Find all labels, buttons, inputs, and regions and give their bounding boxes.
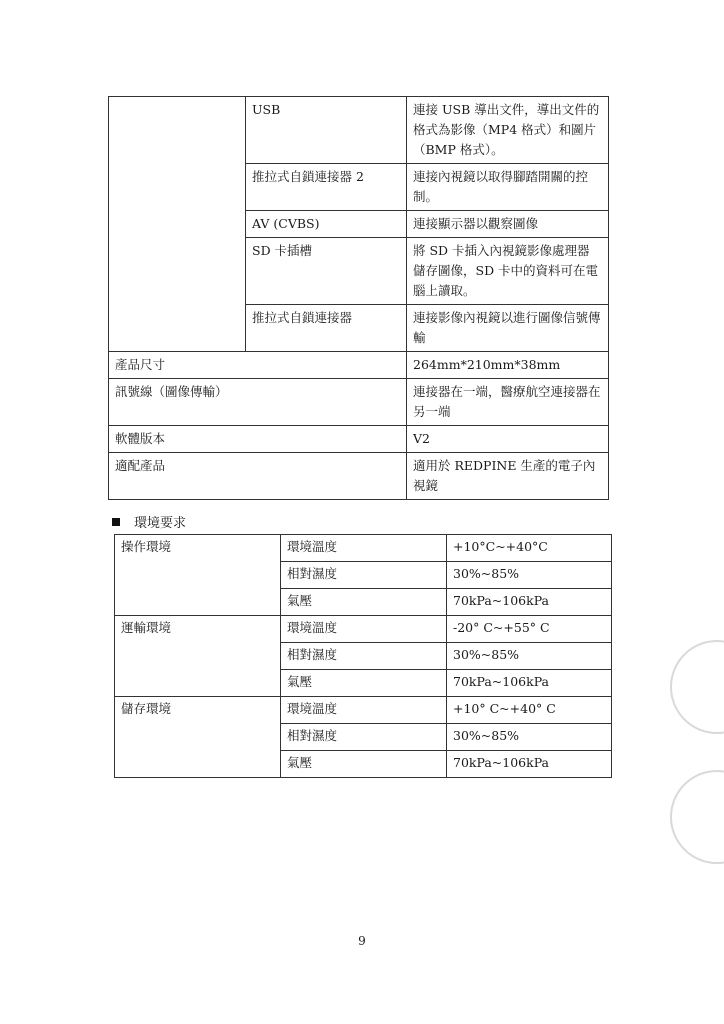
spec-label: 訊號線（圖像傳輸）	[109, 379, 407, 426]
parameter-value: 30%~85%	[447, 562, 612, 589]
table-row	[115, 697, 612, 724]
section-heading	[112, 512, 186, 531]
parameter-value: -20° C~+55° C	[447, 616, 612, 643]
seal-stamp-icon	[670, 770, 724, 864]
square-bullet-icon	[112, 518, 120, 526]
table-row	[115, 535, 612, 562]
parameter-value: 30%~85%	[447, 643, 612, 670]
parameter-value: 30%~85%	[447, 724, 612, 751]
page-number: 9	[358, 934, 366, 948]
spec-value: 連接器在一端，醫療航空連接器在另一端	[407, 379, 609, 426]
spec-value: 264mm*210mm*38mm	[407, 352, 609, 379]
parameter-value: 70kPa~106kPa	[447, 751, 612, 778]
parameter-value: 70kPa~106kPa	[447, 589, 612, 616]
parameter-name: 氣壓	[281, 589, 447, 616]
section-title: 環境要求	[134, 516, 187, 531]
spec-value: V2	[407, 426, 609, 453]
parameter-value: +10°C~+40°C	[447, 535, 612, 562]
interface-description: 連接顯示器以觀察圖像	[407, 211, 609, 238]
interface-name: AV (CVBS)	[246, 211, 407, 238]
environment-label: 儲存環境	[115, 697, 281, 778]
interface-name: SD 卡插槽	[246, 238, 407, 305]
parameter-name: 相對濕度	[281, 643, 447, 670]
parameter-value: +10° C~+40° C	[447, 697, 612, 724]
environment-label: 運輸環境	[115, 616, 281, 697]
table-row	[109, 352, 609, 379]
parameter-name: 相對濕度	[281, 562, 447, 589]
interface-name: USB	[246, 97, 407, 164]
parameter-name: 氣壓	[281, 670, 447, 697]
parameter-name: 相對濕度	[281, 724, 447, 751]
interface-name: 推拉式自鎖連接器 2	[246, 164, 407, 211]
seal-stamp-icon	[670, 640, 724, 734]
interface-description: 連接影像內視鏡以進行圖像信號傳輸	[407, 305, 609, 352]
interface-name: 推拉式自鎖連接器	[246, 305, 407, 352]
interface-description: 將 SD 卡插入內視鏡影像處理器儲存圖像，SD 卡中的資料可在電腦上讀取。	[407, 238, 609, 305]
spec-label: 軟體版本	[109, 426, 407, 453]
parameter-name: 環境溫度	[281, 616, 447, 643]
environment-label: 操作環境	[115, 535, 281, 616]
interface-category-cell	[109, 97, 246, 352]
table-row	[109, 379, 609, 426]
spec-label: 適配產品	[109, 453, 407, 500]
interface-spec-table	[108, 96, 609, 500]
environment-table	[114, 534, 612, 778]
spec-label: 產品尺寸	[109, 352, 407, 379]
parameter-value: 70kPa~106kPa	[447, 670, 612, 697]
spec-value: 適用於 REDPINE 生產的電子內視鏡	[407, 453, 609, 500]
table-row	[115, 616, 612, 643]
parameter-name: 氣壓	[281, 751, 447, 778]
table-row	[109, 453, 609, 500]
parameter-name: 環境溫度	[281, 535, 447, 562]
interface-description: 連接內視鏡以取得腳踏開關的控制。	[407, 164, 609, 211]
parameter-name: 環境溫度	[281, 697, 447, 724]
interface-description: 連接 USB 導出文件，導出文件的格式為影像（MP4 格式）和圖片（BMP 格式）。	[407, 97, 609, 164]
table-row	[109, 426, 609, 453]
table-row	[109, 97, 609, 164]
